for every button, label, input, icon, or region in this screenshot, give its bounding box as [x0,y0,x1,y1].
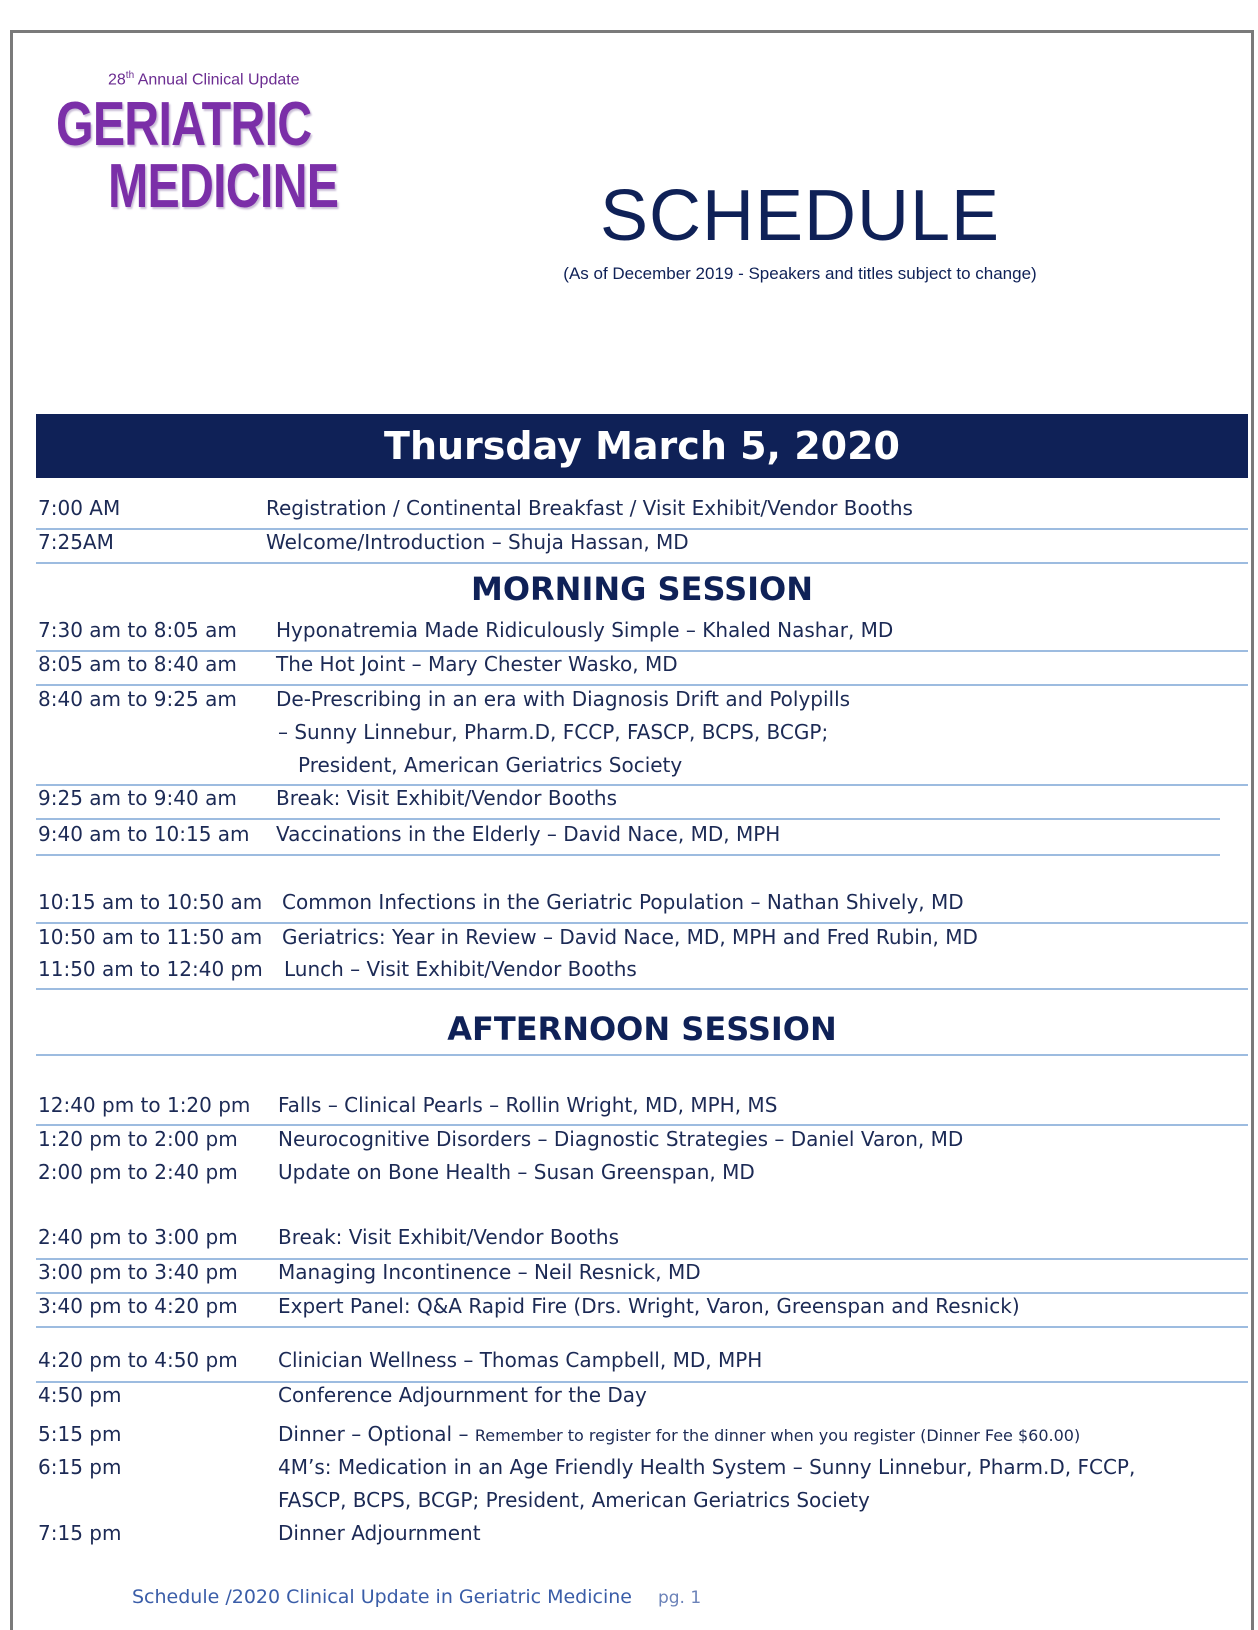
row-divider [36,818,1220,820]
row-time: 7:15 pm [38,1521,122,1545]
row-desc-line2: – Sunny Linnebur, Pharm.D, FCCP, FASCP, BCPS, BCGP; [278,720,829,744]
row-desc: Managing Incontinence – Neil Resnick, MD [278,1260,701,1284]
day-banner: Thursday March 5, 2020 [36,414,1248,478]
page-number: pg. 1 [657,1588,702,1608]
row-desc: Common Infections in the Geriatric Population – Nathan Shively, MD [282,890,964,914]
morning-session-heading: MORNING SESSION [470,570,813,608]
row-time: 4:20 pm to 4:50 pm [38,1348,238,1372]
row-desc: Dinner Adjournment [278,1521,481,1545]
row-time: 7:30 am to 8:05 am [38,618,237,642]
row-desc: Neurocognitive Disorders – Diagnostic Strategies – Daniel Varon, MD [278,1127,964,1151]
row-time: 3:00 pm to 3:40 pm [38,1260,238,1284]
page-footer [132,1586,701,1608]
row-desc: Break: Visit Exhibit/Vendor Booths [276,786,618,810]
logo-word-medicine: MEDICINE [108,152,339,221]
logo-edition: 28th Annual Clinical Update [108,70,300,89]
row-desc: Clinician Wellness – Thomas Campbell, MD, MPH [278,1348,763,1372]
row-time: 12:40 pm to 1:20 pm [38,1093,251,1117]
row-divider [36,684,1248,686]
row-desc: Lunch – Visit Exhibit/Vendor Booths [284,957,637,981]
row-desc: Conference Adjournment for the Day [278,1383,647,1407]
row-desc: Geriatrics: Year in Review – David Nace, MD, MPH and Fred Rubin, MD [282,925,978,949]
row-time: 4:50 pm [38,1383,122,1407]
row-time: 10:15 am to 10:50 am [38,890,263,914]
logo-word-geriatric: GERIATRIC [56,90,312,159]
row-divider [36,1326,1248,1328]
row-time: 1:20 pm to 2:00 pm [38,1127,238,1151]
row-desc-line2: FASCP, BCPS, BCGP; President, American Geriatrics Society [278,1488,870,1512]
footer-text: Schedule /2020 Clinical Update in Geriatric Medicine [132,1586,632,1608]
row-desc: Vaccinations in the Elderly – David Nace, MD, MPH [276,822,781,846]
row-divider [36,562,1248,564]
page-subtitle: (As of December 2019 - Speakers and titles subject to change) [563,264,1037,283]
row-desc-line3: President, American Geriatrics Society [298,753,683,777]
row-time: 8:05 am to 8:40 am [38,652,237,676]
row-desc: 4M’s: Medication in an Age Friendly Health System – Sunny Linnebur, Pharm.D, FCCP, [278,1455,1136,1479]
row-desc: Expert Panel: Q&A Rapid Fire (Drs. Wright, Varon, Greenspan and Resnick) [278,1294,1020,1318]
row-time: 2:40 pm to 3:00 pm [38,1225,238,1249]
afternoon-session-heading: AFTERNOON SESSION [447,1010,837,1048]
row-time: 9:25 am to 9:40 am [38,786,237,810]
row-time: 8:40 am to 9:25 am [38,687,237,711]
row-desc: Update on Bone Health – Susan Greenspan, MD [278,1160,755,1184]
row-time: 2:00 pm to 2:40 pm [38,1160,238,1184]
row-time: 5:15 pm [38,1422,122,1446]
row-divider [36,988,1248,990]
row-desc: Welcome/Introduction – Shuja Hassan, MD [266,530,689,554]
row-time: 10:50 am to 11:50 am [38,925,263,949]
row-desc: De-Prescribing in an era with Diagnosis Drift and Polypills [276,687,851,711]
row-time: 3:40 pm to 4:20 pm [38,1294,238,1318]
row-desc: Falls – Clinical Pearls – Rollin Wright, MD, MPH, MS [278,1093,778,1117]
row-time: 7:00 AM [38,496,121,520]
row-divider [36,1124,1248,1126]
dinner-note: Remember to register for the dinner when you register (Dinner Fee $60.00) [474,1426,1081,1445]
row-time: 7:25AM [38,530,114,554]
row-desc: Break: Visit Exhibit/Vendor Booths [278,1225,620,1249]
row-desc: The Hot Joint – Mary Chester Wasko, MD [276,652,678,676]
row-time: 6:15 pm [38,1455,122,1479]
row-desc: Registration / Continental Breakfast / Visit Exhibit/Vendor Booths [266,496,913,520]
row-divider [36,1054,1248,1056]
row-divider [36,922,1248,924]
dinner-label: Dinner – Optional – [278,1422,475,1446]
row-time: 11:50 am to 12:40 pm [38,957,263,981]
row-divider [36,854,1220,856]
page-title: SCHEDULE [599,176,1001,256]
event-logo [48,68,368,228]
row-desc [278,1422,1080,1446]
row-desc: Hyponatremia Made Ridiculously Simple – Khaled Nashar, MD [276,618,894,642]
title-block [530,176,1070,284]
row-time: 9:40 am to 10:15 am [38,822,250,846]
